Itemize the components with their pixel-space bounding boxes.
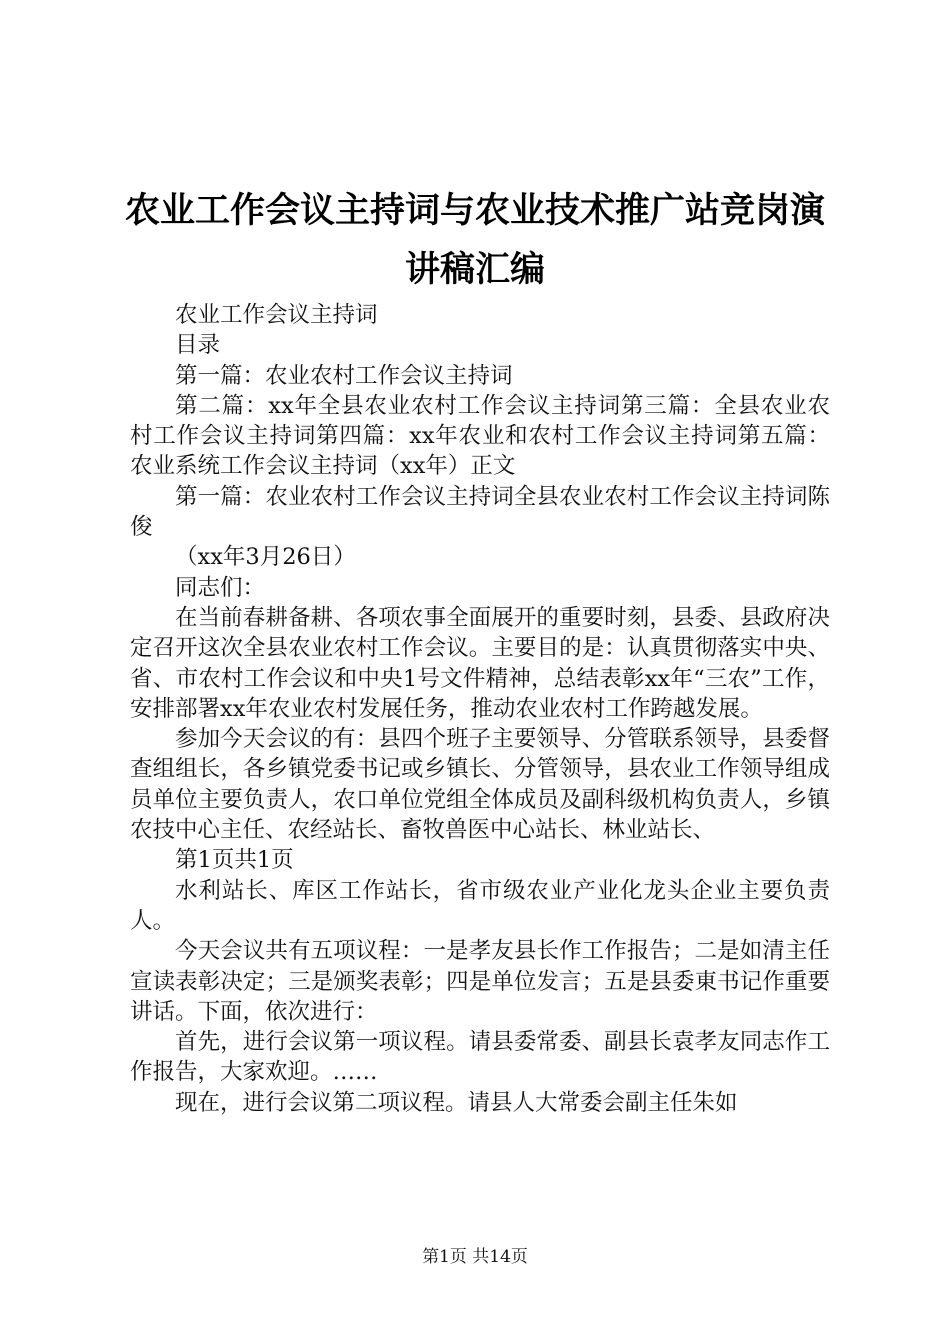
document-body [130, 300, 830, 1118]
body-paragraph: 水利站长、库区工作站长，省市级农业产业化龙头企业主要负责人。 [130, 877, 830, 934]
body-paragraph: 今天会议共有五项议程：一是孝友县长作工作报告；二是如清主任宣读表彰决定；三是颁奖表彰；四是单位发言；五是县委東书记作重要讲话。下面，依次进行： [130, 938, 830, 1025]
document-title-line-1: 农业工作会议主持词与农业技术推广站竞岗演 [124, 191, 825, 231]
toc-entry: 第一篇：农业农村工作会议主持词 [175, 362, 513, 389]
section-heading: 农业工作会议主持词 [175, 302, 378, 328]
article-heading: 第一篇：农业农村工作会议主持词全县农业农村工作会议主持词陈俊 [130, 483, 830, 541]
inline-page-marker: 第1页共1页 [175, 847, 294, 874]
document-title-line-2: 讲稿汇编 [404, 250, 545, 290]
toc-heading: 目录 [175, 332, 221, 359]
salutation: 同志们： [175, 574, 266, 601]
body-paragraph: 在当前春耕备耕、各项农事全面展开的重要时刻，县委、县政府决定召开这次全县农业农村工作会议。主要目的是：认真贯彻落实中央、省、市农村工作会议和中央1号文件精神，总结表彰xx年“三农”工作，安排部署xx年农业农村发展任务，推动农业农村工作跨越发展。 [130, 604, 830, 722]
toc-entry: 第二篇：xx年全县农业农村工作会议主持词第三篇：全县农业农村工作会议主持词第四篇：xx年农业和农村工作会议主持词第五篇：农业系统工作会议主持词（xx年）正文 [130, 392, 830, 480]
article-date: （xx年3月26日） [175, 544, 356, 571]
body-paragraph: 现在，进行会议第二项议程。请县人大常委会副主任朱如 [175, 1089, 738, 1116]
page-footer: 第1页 共14页 [422, 1247, 528, 1267]
body-paragraph: 参加今天会议的有：县四个班子主要领导、分管联系领导，县委督查组组长，各乡镇党委书记或乡镇长、分管领导，县农业工作领导组成员单位主要负责人，农口单位党组全体成员及副科级机构负责人，乡镇农技中心主任、农经站长、畜牧兽医中心站长、林业站长、 [130, 726, 830, 844]
body-paragraph: 首先，进行会议第一项议程。请县委常委、副县长袁孝友同志作工作报告，大家欢迎。…… [130, 1029, 830, 1086]
